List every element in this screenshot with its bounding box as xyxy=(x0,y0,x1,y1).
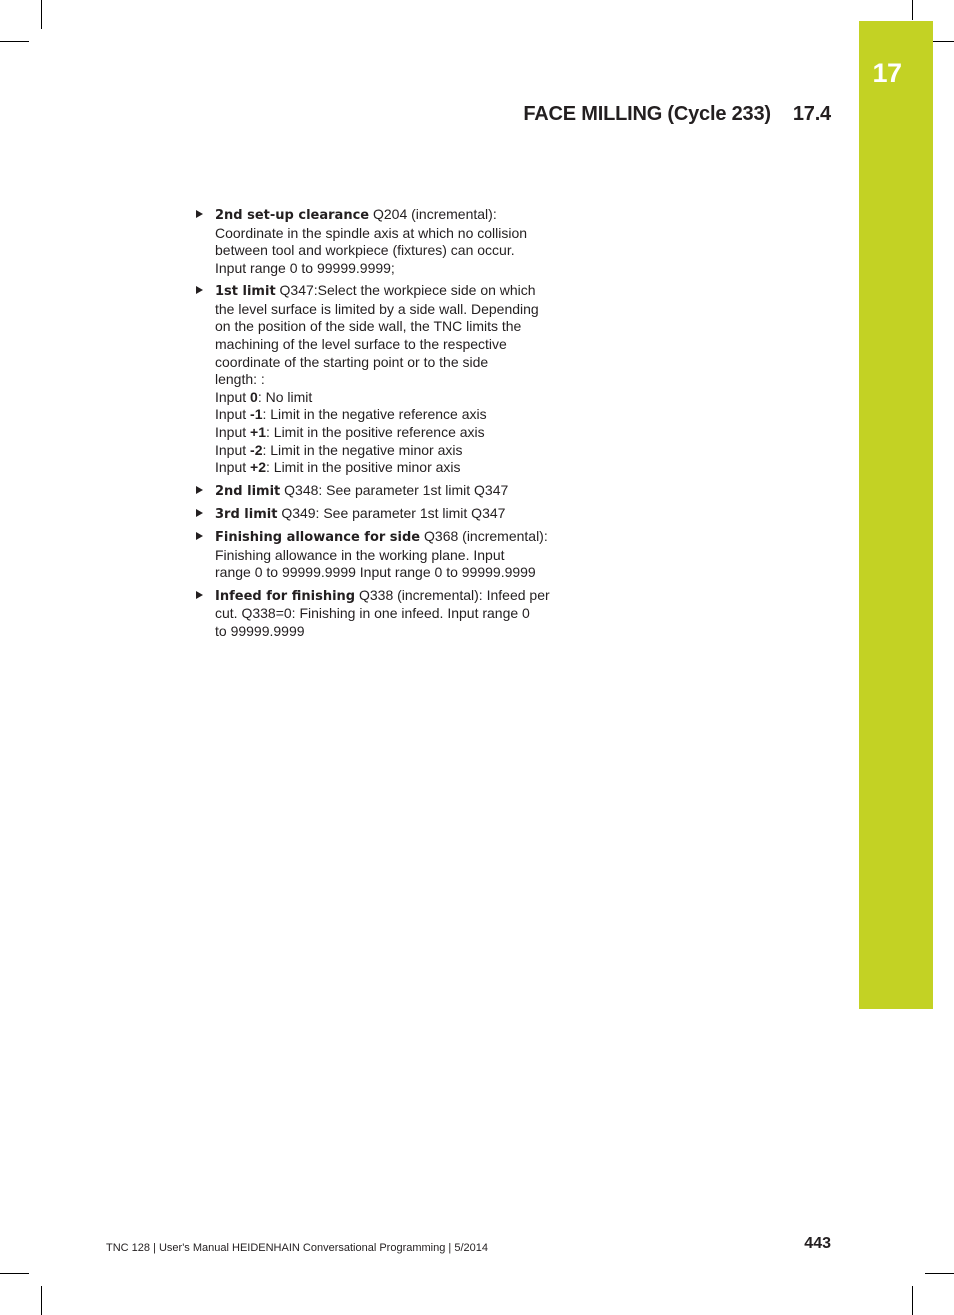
chapter-number: 17 xyxy=(872,58,902,88)
item-line xyxy=(215,587,573,606)
triangle-bullet-icon xyxy=(196,210,203,218)
item-line: machining of the level surface to the respective xyxy=(215,335,507,352)
crop-mark xyxy=(925,1273,954,1274)
option-value: +2 xyxy=(250,459,266,476)
item-line: cut. Q338=0: Finishing in one infeed. Input range 0 xyxy=(215,605,530,622)
chapter-tab xyxy=(859,21,933,1009)
option-line xyxy=(215,406,573,424)
item-line: length: : xyxy=(215,371,265,388)
option-prefix: Input xyxy=(215,459,251,476)
item-term: Finishing allowance for side xyxy=(215,530,421,546)
header-title: FACE MILLING (Cycle 233) xyxy=(523,103,771,125)
running-header xyxy=(523,103,831,126)
item-term: 3rd limit xyxy=(215,506,278,522)
item-line: to 99999.9999 xyxy=(215,623,305,640)
item-line: between tool and workpiece (fixtures) can occur. xyxy=(215,242,515,259)
list-item xyxy=(193,482,573,501)
option-prefix: Input xyxy=(215,423,251,440)
item-line xyxy=(215,206,573,225)
item-line: Finishing allowance in the working plane. Input xyxy=(215,546,505,563)
parameter-list xyxy=(193,206,573,645)
item-text: Q348: See parameter 1st limit Q347 xyxy=(284,481,509,498)
list-item xyxy=(193,282,573,477)
list-item xyxy=(193,505,573,524)
item-line: range 0 to 99999.9999 Input range 0 to 99999.9999 xyxy=(215,564,536,581)
option-text: : Limit in the negative reference axis xyxy=(262,406,487,423)
header-section: 17.4 xyxy=(792,103,831,125)
item-term: 2nd limit xyxy=(215,483,281,499)
triangle-bullet-icon xyxy=(196,532,203,540)
option-text: : No limit xyxy=(257,388,313,405)
crop-mark xyxy=(0,1273,29,1274)
item-term: Infeed for finishing xyxy=(215,588,356,604)
crop-mark xyxy=(41,1286,42,1315)
option-line xyxy=(215,442,573,460)
option-line xyxy=(215,424,573,442)
item-text: Q347:Select the workpiece side on which xyxy=(279,282,536,299)
item-line xyxy=(215,282,573,301)
option-prefix: Input xyxy=(215,388,251,405)
triangle-bullet-icon xyxy=(196,509,203,517)
item-line xyxy=(215,528,573,547)
item-line xyxy=(215,505,573,524)
option-text: : Limit in the positive reference axis xyxy=(266,423,485,440)
option-text: : Limit in the negative minor axis xyxy=(262,441,463,458)
item-line: the level surface is limited by a side wall. Depending xyxy=(215,300,539,317)
crop-mark xyxy=(912,1286,913,1315)
option-value: -2 xyxy=(250,441,263,458)
list-item xyxy=(193,528,573,582)
option-value: +1 xyxy=(250,423,266,440)
option-line xyxy=(215,389,573,407)
triangle-bullet-icon xyxy=(196,591,203,599)
list-item xyxy=(193,206,573,277)
option-line xyxy=(215,459,573,477)
item-text: Q368 (incremental): xyxy=(424,528,548,545)
option-text: : Limit in the positive minor axis xyxy=(266,459,461,476)
item-line: Coordinate in the spindle axis at which no collision xyxy=(215,224,528,241)
triangle-bullet-icon xyxy=(196,286,203,294)
option-value: -1 xyxy=(250,406,263,423)
item-text: Q338 (incremental): Infeed per xyxy=(358,586,550,603)
item-term: 1st limit xyxy=(215,284,276,300)
item-text: Q204 (incremental): xyxy=(373,206,497,222)
crop-mark xyxy=(912,0,913,20)
item-line: coordinate of the starting point or to the side xyxy=(215,353,489,370)
page-number: 443 xyxy=(804,1235,831,1252)
triangle-bullet-icon xyxy=(196,486,203,494)
item-text: Q349: See parameter 1st limit Q347 xyxy=(281,504,506,521)
option-value: 0 xyxy=(250,388,258,405)
crop-mark xyxy=(41,0,42,29)
item-line: Input range 0 to 99999.9999; xyxy=(215,259,395,276)
crop-mark xyxy=(0,41,29,42)
footer-text: TNC 128 | User's Manual HEIDENHAIN Conversational Programming | 5/2014 xyxy=(106,1242,488,1254)
item-line xyxy=(215,482,573,501)
item-term: 2nd set-up clearance xyxy=(215,208,370,223)
item-line: on the position of the side wall, the TNC limits the xyxy=(215,318,522,335)
option-prefix: Input xyxy=(215,406,251,423)
option-prefix: Input xyxy=(215,441,251,458)
list-item xyxy=(193,587,573,641)
